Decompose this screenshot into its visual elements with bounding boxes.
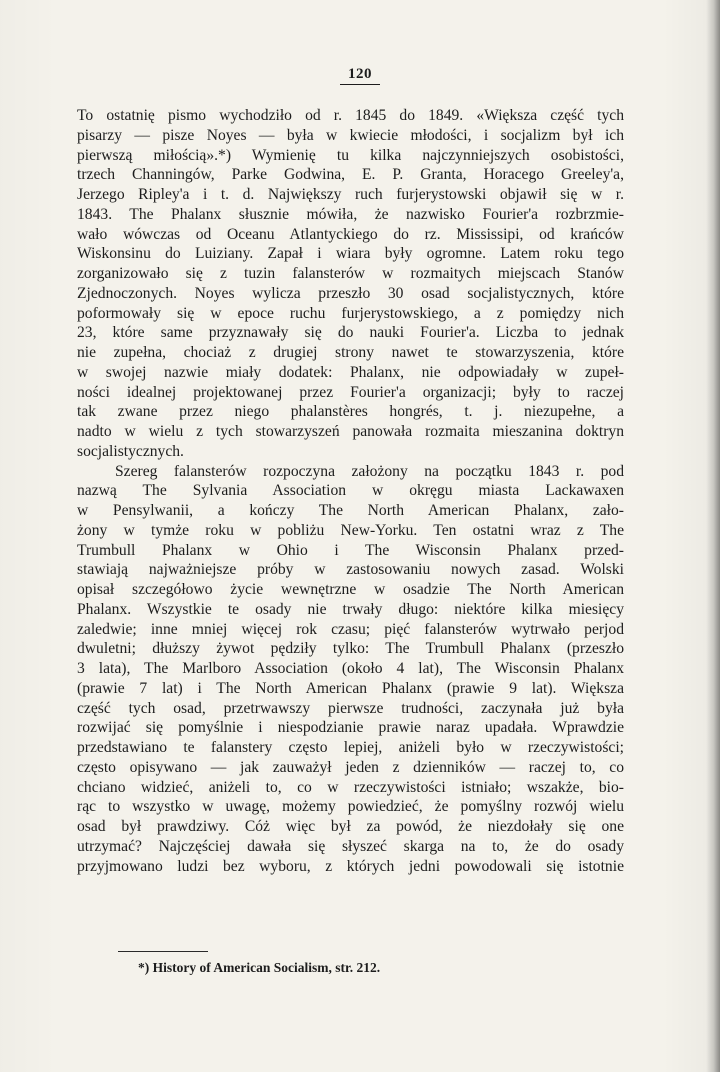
- page-edge-shadow: [706, 0, 720, 1072]
- text-line: rozwijać się pomyślnie i niespodzianie prawie naraz upadała. Wprawdzie: [77, 719, 624, 737]
- text-line: nie zupełna, chociaż z drugiej strony nawet te stowarzyszenia, które: [77, 344, 624, 361]
- text-line: opisał szczegółowo życie wewnętrzne w osadzie The North American: [77, 581, 624, 598]
- text-line: w Pensylwanii, a kończy The North American Phalanx, zało-: [77, 502, 624, 519]
- text-line: chciano widzieć, aniżeli to, co w rzeczywistości istniało; wszakże, bio-: [77, 778, 624, 796]
- text-line: ności idealnej projektowanej przez Fourier'a organizacji; były to raczej: [77, 383, 624, 401]
- page-number: 120: [0, 66, 720, 85]
- text-line: Phalanx. Wszystkie te osady nie trwały długo: niektóre kilka miesięcy: [77, 600, 624, 618]
- footnote-divider: [118, 951, 208, 952]
- text-line: 1843. The Phalanx słusznie mówiła, że nazwisko Fourier'a rozbrzmie-: [77, 205, 624, 223]
- text-line: 23, które same przyznawały się do nauki Fourier'a. Liczba to jednak: [77, 324, 624, 342]
- text-line: rąc to wszystko w uwagę, możemy powiedzieć, że pomyślny rozwój wielu: [77, 798, 624, 816]
- text-line: zaledwie; inne mniej więcej rok czasu; pięć falansterów wytrwało perjod: [77, 620, 624, 638]
- text-line: stawiają najważniejsze próby w zastosowaniu nowych zasad. Wolski: [77, 561, 624, 579]
- text-line: Zjednoczonych. Noyes wylicza przeszło 30 osad socjalistycznych, które: [77, 284, 624, 302]
- text-line: dwuletni; dłuższy żywot pędziły tylko: The Trumbull Phalanx (przeszło: [77, 640, 624, 658]
- text-line: nadto w wielu z tych stowarzyszeń panowała rozmaita mieszanina doktryn: [77, 423, 624, 440]
- text-line: pisarzy — pisze Noyes — była w kwiecie młodości, i socjalizm był ich: [77, 126, 624, 144]
- text-line: pierwszą miłością».*) Wymienię tu kilka najczynniejszych osobistości,: [77, 146, 624, 164]
- text-line: Jerzego Ripley'a i t. d. Największy ruch furjerystowski objawił się w r.: [77, 186, 624, 203]
- text-line: zorganizowało się z tuzin falansterów w rozmaitych miejscach Stanów: [77, 265, 624, 282]
- text-line: część tych osad, przetrwawszy pierwsze trudności, zaczynała już była: [77, 699, 624, 717]
- text-line: Trumbull Phalanx w Ohio i The Wisconsin Phalanx przed-: [77, 541, 624, 559]
- text-line: socjalistycznych.: [77, 442, 184, 460]
- text-line: Wiskonsinu do Luiziany. Zapał i wiara były ogromne. Latem roku tego: [77, 245, 624, 263]
- text-line: często opisywano — jak zauważył jeden z dzienników — raczej to, co: [77, 758, 624, 776]
- text-line: wało wówczas od Oceanu Atlantyckiego do rz. Mississipi, od krańców: [77, 225, 624, 243]
- text-line: tak zwane przez niego phalanstères hongrés, t. j. niezupełne, a: [77, 403, 624, 421]
- footnote: *) History of American Socialism, str. 212.: [138, 960, 381, 975]
- text-line: żony w tymże roku w pobliżu New-Yorku. Ten ostatni wraz z The: [77, 521, 624, 539]
- text-line: przyjmowano ludzi bez wyboru, z których jedni powodowali się istotnie: [77, 857, 624, 875]
- text-line: poformowały się w epoce ruchu furjerystowskiego, a z pomiędzy nich: [77, 304, 624, 322]
- text-line: (prawie 7 lat) i The North American Phalanx (prawie 9 lat). Większa: [77, 679, 624, 697]
- text-line: osad był prawdziwy. Cóż więc był za powód, że niezdołały się one: [77, 818, 624, 835]
- text-line: przedstawiano te falanstery często lepiej, aniżeli było w rzeczywistości;: [77, 739, 624, 756]
- text-line: 3 lata), The Marlboro Association (około 4 lat), The Wisconsin Phalanx: [77, 660, 624, 677]
- text-line: trzech Channingów, Parke Godwina, E. P. Granta, Horacego Greeley'a,: [77, 166, 624, 184]
- text-line: nazwą The Sylvania Association w okręgu miasta Lackawaxen: [77, 482, 624, 500]
- text-line: utrzymać? Najczęściej dawała się słyszeć skarga na to, że do osady: [77, 837, 624, 855]
- text-line: Szereg falansterów rozpoczyna założony na początku 1843 r. pod: [115, 462, 624, 480]
- text-line: w swojej nazwie miały dodatek: Phalanx, nie odpowiadały w zupeł-: [77, 363, 624, 381]
- body-text: [77, 106, 624, 876]
- text-line: To ostatnię pismo wychodziło od r. 1845 do 1849. «Większa część tych: [77, 107, 624, 124]
